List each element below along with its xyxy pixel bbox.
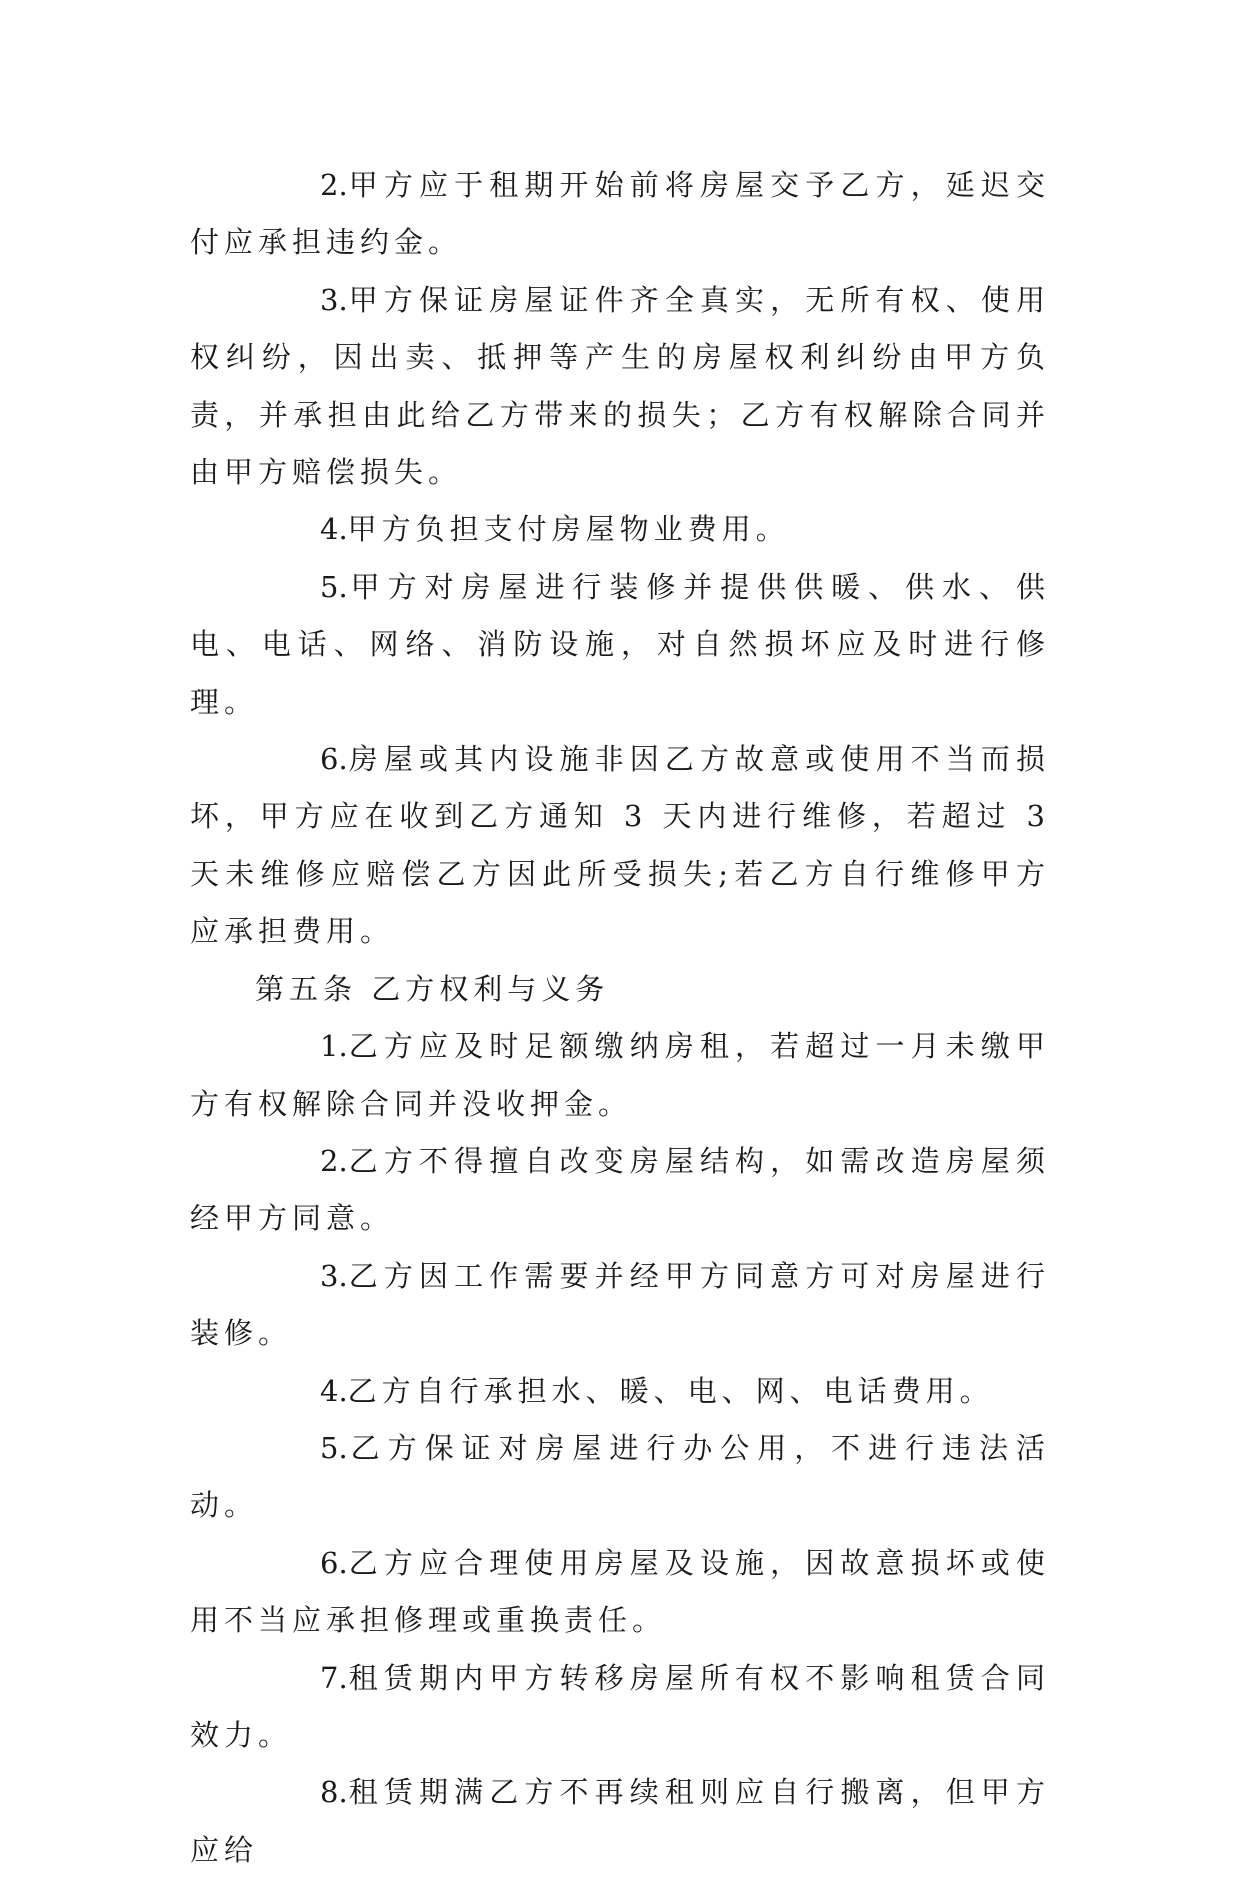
item-number: 5. <box>320 569 348 604</box>
clause-paragraph <box>190 157 1050 272</box>
item-number: 3. <box>320 282 348 317</box>
clause-paragraph <box>190 559 1050 731</box>
clause-paragraph <box>190 272 1050 502</box>
section-heading-text: 第五条 乙方权利与义务 <box>255 971 610 1006</box>
clause-paragraph <box>190 1363 1050 1420</box>
item-number: 4. <box>320 512 348 547</box>
document-body <box>190 157 1050 1879</box>
clause-paragraph <box>190 1535 1050 1650</box>
clause-paragraph <box>190 1018 1050 1133</box>
paragraph-text: 乙方应合理使用房屋及设施，因故意损坏或使用不当应承担修理或重换责任。 <box>190 1545 1050 1638</box>
paragraph-text: 乙方保证对房屋进行办公用，不进行违法活动。 <box>190 1430 1050 1523</box>
clause-paragraph <box>190 1764 1050 1879</box>
clause-paragraph <box>190 731 1050 961</box>
item-number: 6. <box>320 1545 348 1580</box>
section-heading <box>190 961 1050 1018</box>
clause-paragraph <box>190 1248 1050 1363</box>
paragraph-text: 乙方因工作需要并经甲方同意方可对房屋进行装修。 <box>190 1258 1050 1351</box>
item-number: 5. <box>320 1430 348 1465</box>
paragraph-text: 甲方负担支付房屋物业费用。 <box>347 512 790 547</box>
paragraph-text: 甲方保证房屋证件齐全真实，无所有权、使用权纠纷，因出卖、抵押等产生的房屋权利纠纷由甲方负责，并承担由此给乙方带来的损失；乙方有权解除合同并由甲方赔偿损失。 <box>190 282 1050 490</box>
clause-paragraph <box>190 1650 1050 1765</box>
item-number: 4. <box>320 1373 348 1408</box>
clause-paragraph <box>190 501 1050 558</box>
paragraph-text: 租赁期满乙方不再续租则应自行搬离，但甲方应给 <box>190 1775 1050 1867</box>
paragraph-text: 甲方对房屋进行装修并提供供暖、供水、供电、电话、网络、消防设施，对自然损坏应及时进行修理。 <box>190 569 1050 719</box>
paragraph-text: 房屋或其内设施非因乙方故意或使用不当而损坏，甲方应在收到乙方通知 3 天内进行维修，若超过 3 天未维修应赔偿乙方因此所受损失;若乙方自行维修甲方应承担费用。 <box>190 742 1050 949</box>
paragraph-text: 甲方应于租期开始前将房屋交予乙方，延迟交付应承担违约金。 <box>190 168 1050 260</box>
item-number: 3. <box>320 1258 348 1293</box>
clause-paragraph <box>190 1133 1050 1248</box>
item-number: 6. <box>320 742 348 777</box>
item-number: 2. <box>320 1143 348 1178</box>
paragraph-text: 乙方应及时足额缴纳房租，若超过一月未缴甲方有权解除合同并没收押金。 <box>190 1029 1050 1121</box>
item-number: 1. <box>320 1029 348 1064</box>
paragraph-text: 租赁期内甲方转移房屋所有权不影响租赁合同效力。 <box>190 1660 1050 1752</box>
item-number: 8. <box>320 1775 348 1810</box>
paragraph-text: 乙方不得擅自改变房屋结构，如需改造房屋须经甲方同意。 <box>190 1143 1050 1236</box>
paragraph-text: 乙方自行承担水、暖、电、网、电话费用。 <box>347 1373 994 1408</box>
item-number: 2. <box>320 168 348 202</box>
item-number: 7. <box>320 1660 348 1695</box>
clause-paragraph <box>190 1420 1050 1535</box>
